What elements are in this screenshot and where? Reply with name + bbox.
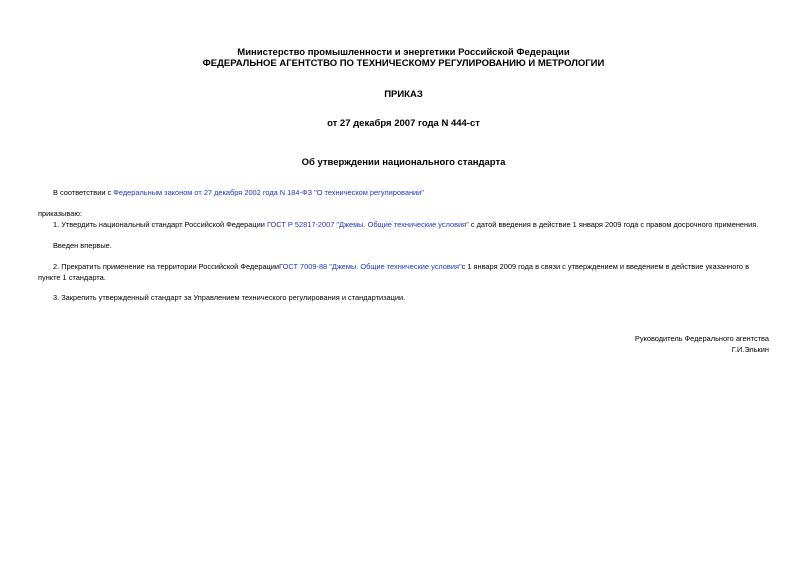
item-1-paragraph [53, 219, 758, 230]
intro-prefix: В соответствии с [53, 188, 114, 197]
introduced-first-note: Введен впервые. [53, 241, 112, 250]
item-1-prefix: 1. Утвердить национальный стандарт Российской Федерации [53, 220, 267, 229]
document-subject: Об утверждении национального стандарта [301, 157, 506, 168]
item-2-paragraph [38, 261, 770, 283]
document-date: от 27 декабря 2007 года N 444-ст [327, 118, 480, 129]
signature-name: Г.И.Элькин [731, 345, 769, 354]
order-word: приказываю: [38, 209, 82, 218]
gost-7009-link[interactable]: ГОСТ 7009-88 "Джемы. Общие технические условия" [279, 262, 462, 271]
signature-title: Руководитель Федерального агентства [634, 334, 769, 343]
intro-paragraph [53, 187, 424, 198]
item-2-prefix: 2. Прекратить применение на территории Российской Федерации [53, 262, 280, 271]
item-2-suffix: с 1 января 2009 года в связи с утверждением и введением в действие указанного в пункте 1 стандарта. [38, 262, 750, 282]
item-1-suffix: с датой введения в действие 1 января 2009 года с правом досрочного применения. [468, 220, 759, 229]
item-3-paragraph: 3. Закрепить утвержденный стандарт за Управлением технического регулирования и стандартизации. [53, 293, 406, 302]
ministry-title: Министерство промышленности и энергетики Российской Федерации [237, 47, 570, 58]
federal-law-link[interactable]: Федеральным законом от 27 декабря 2002 года N 184-ФЗ "О техническом регулировании" [113, 188, 424, 197]
document-type: ПРИКАЗ [384, 89, 423, 100]
agency-title: ФЕДЕРАЛЬНОЕ АГЕНТСТВО ПО ТЕХНИЧЕСКОМУ РЕГУЛИРОВАНИЮ И МЕТРОЛОГИИ [202, 58, 605, 69]
gost-r-52817-link[interactable]: ГОСТ Р 52817-2007 "Джемы. Общие технические условия" [266, 220, 469, 229]
